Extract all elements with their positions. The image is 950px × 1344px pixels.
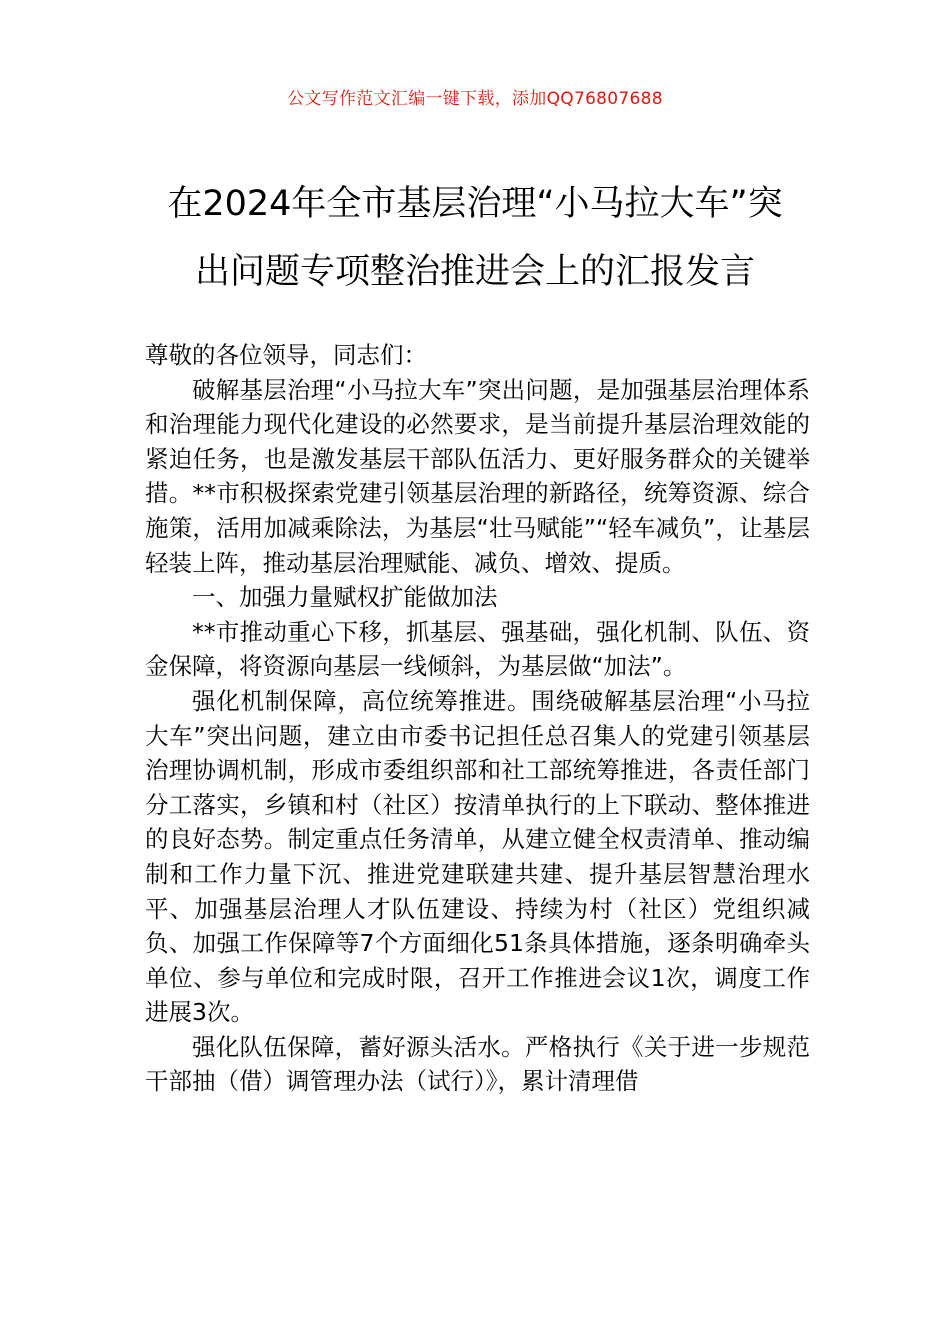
title-line-1: 在2024年全市基层治理“小马拉大车”突 bbox=[167, 184, 783, 224]
paragraph-mechanism: 强化机制保障，高位统筹推进。围绕破解基层治理“小马拉大车”突出问题，建立由市委书记担任总召集人的党建引领基层治理协调机制，形成市委组织部和社工部统筹推进，各责任部门分工落实，乡镇和村（社区）按清单执行的上下联动、整体推进的良好态势。制定重点任务清单，从建立健全权责清单、推动编制和工作力量下沉、推进党建联建共建、提升基层智慧治理水平、加强基层治理人才队伍建设、持续为村（社区）党组织减负、加强工作保障等7个方面细化51条具体措施，逐条明确牵头单位、参与单位和完成时限，召开工作推进会议1次，调度工作进展3次。 bbox=[145, 686, 810, 1027]
section-heading-1: 一、加强力量赋权扩能做加法 bbox=[192, 583, 498, 612]
title-line-2: 出问题专项整治推进会上的汇报发言 bbox=[194, 252, 755, 292]
salutation: 尊敬的各位领导，同志们： bbox=[145, 341, 427, 369]
watermark-text: 公文写作范文汇编一键下载，添加QQ76807688 bbox=[287, 89, 663, 109]
document-title bbox=[120, 170, 830, 306]
document-body bbox=[145, 338, 810, 1099]
paragraph-section-1-summary: **市推动重心下移，抓基层、强基础，强化机制、队伍、资金保障，将资源向基层一线倾斜，为基层做“加法”。 bbox=[145, 617, 810, 681]
paragraph-intro: 破解基层治理“小马拉大车”突出问题，是加强基层治理体系和治理能力现代化建设的必然要求，是当前提升基层治理效能的紧迫任务，也是激发基层干部队伍活力、更好服务群众的关键举措。**市积极探索党建引领基层治理的新路径，统筹资源、综合施策，活用加减乘除法，为基层“壮马赋能”“轻车减负”，让基层轻装上阵，推动基层治理赋能、减负、增效、提质。 bbox=[145, 375, 810, 577]
paragraph-team: 强化队伍保障，蓄好源头活水。严格执行《关于进一步规范干部抽（借）调管理办法（试行）》，累计清理借 bbox=[145, 1032, 810, 1096]
